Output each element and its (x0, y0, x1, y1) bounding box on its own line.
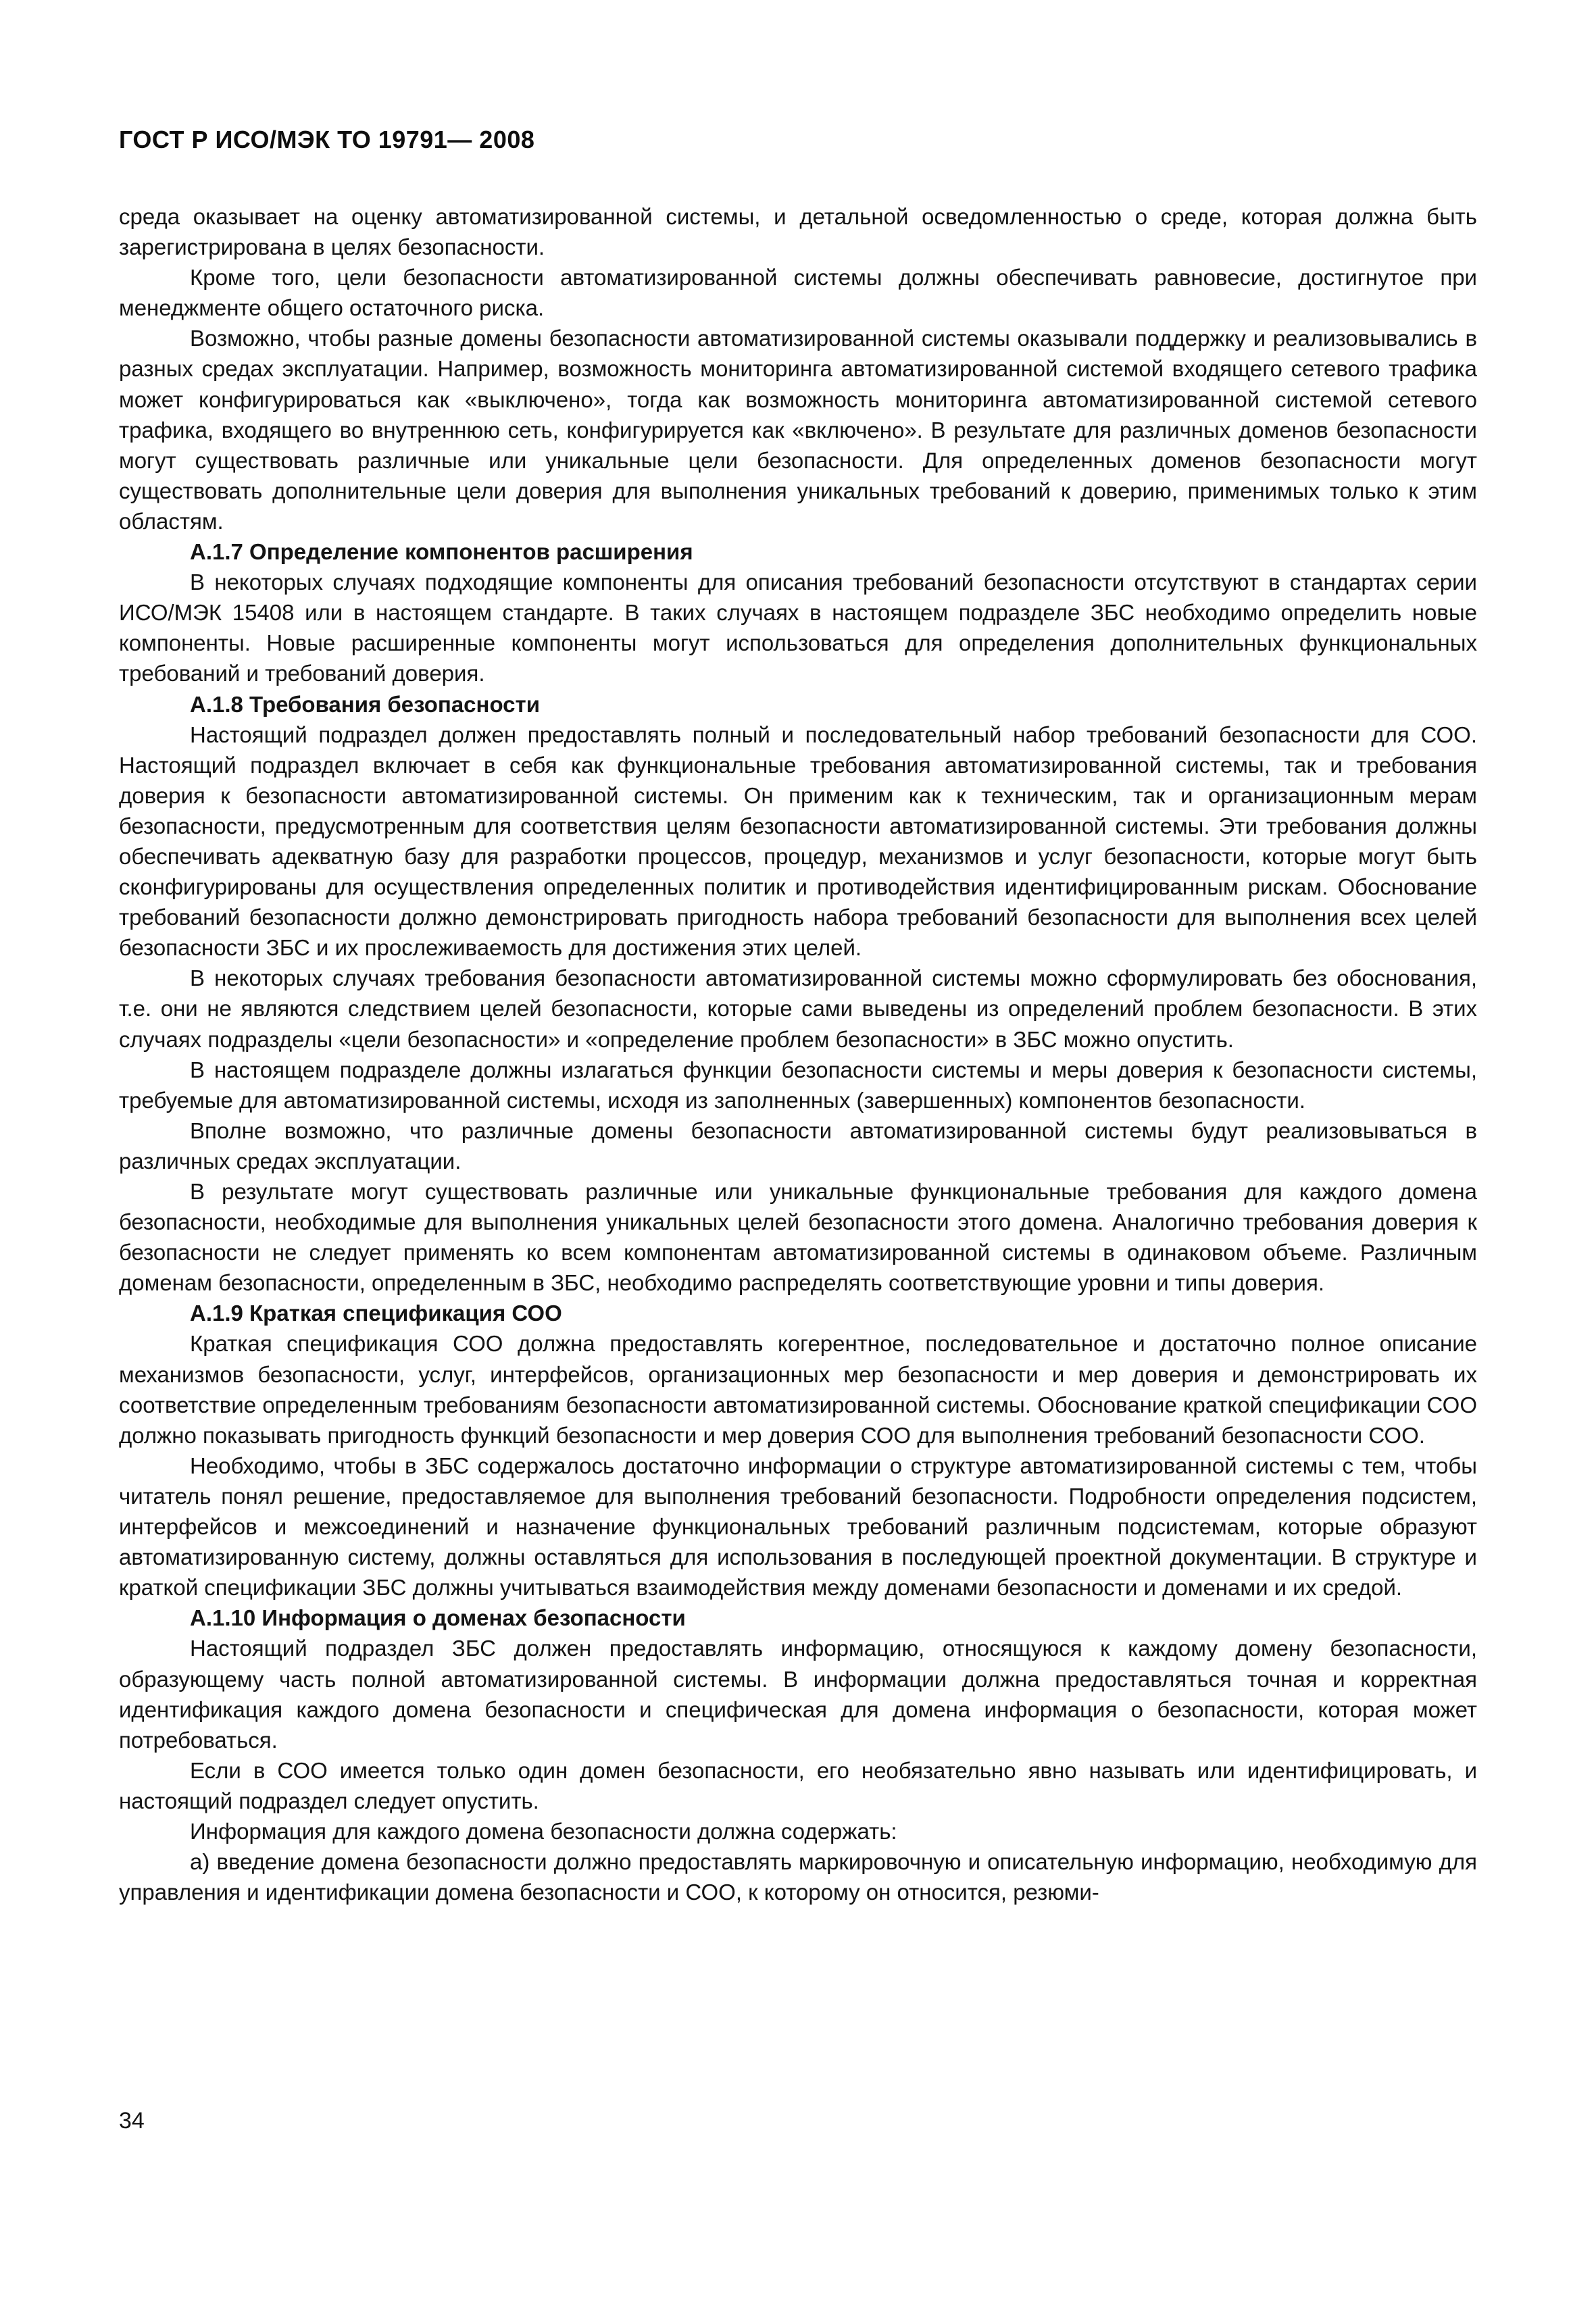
paragraph: В некоторых случаях требования безопасности автоматизированной системы можно сформулировать без обоснования, т.е. они не являются следствием целей безопасности, которые сами выведены из определений проблем безопасности. В этих случаях подразделы «цели безопасности» и «определение проблем безопасности» в ЗБС можно опустить. (119, 965, 1477, 1052)
paragraph: Краткая спецификация СОО должна предоставлять когерентное, последовательное и достаточно полное описание механизмов безопасности, услуг, интерфейсов, организационных мер безопасности и мер доверия и демонстрировать их соответствие определенным требованиям безопасности автоматизированной системы. Обоснование краткой спецификации СОО должно показывать пригодность функций безопасности и мер доверия СОО для выполнения требований безопасности СОО. (119, 1331, 1477, 1448)
section-heading-a19: А.1.9 Краткая спецификация СОО (190, 1301, 562, 1326)
section-heading-a17: А.1.7 Определение компонентов расширения (190, 539, 693, 565)
paragraph: Вполне возможно, что различные домены безопасности автоматизированной системы будут реализовываться в различных средах эксплуатации. (119, 1117, 1477, 1174)
paragraph: В результате могут существовать различные или уникальные функциональные требования для каждого домена безопасности, необходимые для выполнения уникальных целей безопасности этого домена. Аналогично требования доверия к безопасности не следует применять ко всем компонентам автоматизированной системы в одинаковом объеме. Различным доменам безопасности, определенным в ЗБС, необходимо распределять соответствующие уровни и типы доверия. (119, 1179, 1477, 1296)
section-heading-a110: А.1.10 Информация о доменах безопасности (190, 1605, 686, 1631)
paragraph: Настоящий подраздел ЗБС должен предоставлять информацию, относящуюся к каждому домену безопасности, образующему часть полной автоматизированной системы. В информации должна предоставляться точная и корректная идентификация каждого домена безопасности и специфическая для домена информация о безопасности, которая может потребоваться. (119, 1636, 1477, 1753)
document-body (119, 201, 1477, 1907)
standard-header: ГОСТ Р ИСО/МЭК ТО 19791— 2008 (119, 126, 535, 153)
paragraph: Возможно, чтобы разные домены безопасности автоматизированной системы оказывали поддержку и реализовывались в разных средах эксплуатации. Например, возможность мониторинга автоматизированной системой входящего сетевого трафика может конфигурироваться как «выключено», тогда как возможность мониторинга автоматизированной системой сетевого трафика, входящего во внутреннюю сеть, конфигурируется как «включено». В результате для различных доменов безопасности могут существовать различные или уникальные цели безопасности. Для определенных доменов безопасности могут существовать дополнительные цели доверия для выполнения уникальных требований к доверию, применимых только к этим областям. (119, 326, 1477, 534)
paragraph: Необходимо, чтобы в ЗБС содержалось достаточно информации о структуре автоматизированной системы с тем, чтобы читатель понял решение, предоставляемое для выполнения требований безопасности. Подробности определения подсистем, интерфейсов и межсоединений и назначение функциональных требований различным подсистемам, которые образуют автоматизированную систему, должны оставляться для использования в последующей проектной документации. В структуре и краткой спецификации ЗБС должны учитываться взаимодействия между доменами безопасности и доменами и их средой. (119, 1453, 1477, 1601)
section-heading-a18: А.1.8 Требования безопасности (190, 691, 540, 717)
paragraph: среда оказывает на оценку автоматизированной системы, и детальной осведомленностью о среде, которая должна быть зарегистрирована в целях безопасности. (119, 204, 1477, 260)
paragraph: Информация для каждого домена безопасности должна содержать: (190, 1818, 897, 1844)
paragraph: Кроме того, цели безопасности автоматизированной системы должны обеспечивать равновесие, достигнутое при менеджменте общего остаточного риска. (119, 265, 1477, 321)
list-item-a: а) введение домена безопасности должно предоставлять маркировочную и описательную информацию, необходимую для управления и идентификации домена безопасности и СОО, к которому он относится, резюми- (119, 1849, 1477, 1905)
paragraph: В некоторых случаях подходящие компоненты для описания требований безопасности отсутствуют в стандартах серии ИСО/МЭК 15408 или в настоящем стандарте. В таких случаях в настоящем подразделе ЗБС необходимо определить новые компоненты. Новые расширенные компоненты могут использоваться для определения дополнительных функциональных требований и требований доверия. (119, 570, 1477, 686)
paragraph: В настоящем подразделе должны излагаться функции безопасности системы и меры доверия к безопасности системы, требуемые для автоматизированной системы, исходя из заполненных (завершенных) компонентов безопасности. (119, 1057, 1477, 1113)
page-number: 34 (119, 2108, 145, 2134)
paragraph: Если в СОО имеется только один домен безопасности, его необязательно явно называть или идентифицировать, и настоящий подраздел следует опустить. (119, 1757, 1477, 1813)
paragraph: Настоящий подраздел должен предоставлять полный и последовательный набор требований безопасности для СОО. Настоящий подраздел включает в себя как функциональные требования автоматизированной системы, так и требования доверия к безопасности автоматизированной системы. Он применим как к техническим, так и организационным мерам безопасности, предусмотренным для соответствия целям безопасности автоматизированной системы. Эти требования должны обеспечивать адекватную базу для разработки процессов, процедур, механизмов и услуг безопасности, которые могут быть сконфигурированы для осуществления определенных политик и противодействия идентифицированным рискам. Обоснование требований безопасности должно демонстрировать пригодность набора требований безопасности для выполнения всех целей безопасности ЗБС и их прослеживаемость для достижения этих целей. (119, 722, 1477, 961)
